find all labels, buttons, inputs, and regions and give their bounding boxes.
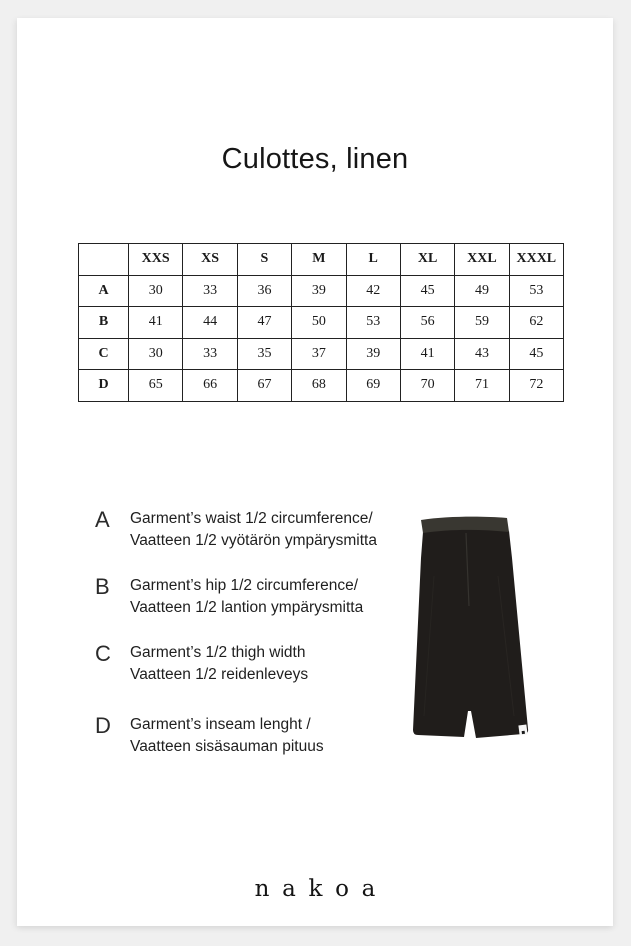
measure-value-cell: 42: [346, 275, 400, 307]
measure-row-label: B: [79, 307, 129, 339]
measure-value-cell: 53: [346, 307, 400, 339]
size-table-header-row: [79, 244, 564, 276]
legend-line-en: Garment’s waist 1/2 circumference/: [130, 510, 373, 527]
measure-value-cell: 56: [400, 307, 454, 339]
legend-key-letter: D: [95, 713, 111, 738]
brand-logo: nakoa: [254, 876, 388, 902]
size-column-header: L: [346, 244, 400, 276]
measure-row-label: C: [79, 338, 129, 370]
measure-value-cell: 33: [183, 338, 237, 370]
size-column-header: XL: [400, 244, 454, 276]
measure-value-cell: 68: [292, 370, 346, 402]
product-title: Culottes, linen: [221, 143, 409, 175]
legend-line-en: Garment’s inseam lenght /: [130, 716, 311, 733]
measure-value-cell: 30: [129, 338, 183, 370]
measure-value-cell: 47: [237, 307, 291, 339]
measure-value-cell: 70: [400, 370, 454, 402]
size-column-header: S: [237, 244, 291, 276]
size-table-corner-cell: [79, 244, 129, 276]
measure-value-cell: 39: [346, 338, 400, 370]
legend-item: [95, 642, 308, 685]
legend-description: [130, 575, 363, 618]
size-table-row: [79, 275, 564, 307]
measure-value-cell: 49: [455, 275, 509, 307]
measure-value-cell: 45: [400, 275, 454, 307]
measure-value-cell: 44: [183, 307, 237, 339]
measure-value-cell: 41: [129, 307, 183, 339]
measure-value-cell: 30: [129, 275, 183, 307]
measure-value-cell: 66: [183, 370, 237, 402]
size-column-header: XS: [183, 244, 237, 276]
size-column-header: M: [292, 244, 346, 276]
hem-tag: [518, 725, 527, 736]
measure-row-label: D: [79, 370, 129, 402]
size-column-header: XXL: [455, 244, 509, 276]
measure-value-cell: 53: [509, 275, 563, 307]
measure-value-cell: 65: [129, 370, 183, 402]
measure-value-cell: 39: [292, 275, 346, 307]
legend-item: [95, 714, 324, 757]
measure-value-cell: 45: [509, 338, 563, 370]
measure-value-cell: 69: [346, 370, 400, 402]
measure-value-cell: 37: [292, 338, 346, 370]
measure-value-cell: 36: [237, 275, 291, 307]
measure-value-cell: 72: [509, 370, 563, 402]
measure-value-cell: 50: [292, 307, 346, 339]
legend-key-letter: B: [95, 574, 110, 599]
legend-key-letter: A: [95, 507, 110, 532]
size-column-header: XXXL: [509, 244, 563, 276]
legend-line-fi: Vaatteen 1/2 lantion ympärysmitta: [130, 598, 364, 616]
legend-line-en: Garment’s 1/2 thigh width: [130, 644, 306, 661]
size-column-header: XXS: [129, 244, 183, 276]
size-table-row: [79, 338, 564, 370]
measure-row-label: A: [79, 275, 129, 307]
size-guide-card: [17, 18, 613, 926]
product-photo-culottes: [410, 514, 530, 742]
legend-key-letter: C: [95, 641, 111, 666]
measure-value-cell: 43: [455, 338, 509, 370]
size-table-body: [79, 275, 564, 401]
measure-value-cell: 62: [509, 307, 563, 339]
legend-item: [95, 575, 363, 618]
measure-value-cell: 33: [183, 275, 237, 307]
size-table: [78, 243, 564, 402]
measure-value-cell: 59: [455, 307, 509, 339]
legend-line-fi: Vaatteen 1/2 vyötärön ympärysmitta: [130, 531, 377, 549]
legend-line-fi: Vaatteen sisäsauman pituus: [130, 737, 324, 755]
culottes-illustration: [410, 514, 530, 742]
legend-line-fi: Vaatteen 1/2 reidenleveys: [130, 665, 309, 683]
measure-value-cell: 35: [237, 338, 291, 370]
legend-item: [95, 508, 377, 551]
legend-description: [130, 714, 324, 757]
size-table-row: [79, 307, 564, 339]
measure-value-cell: 71: [455, 370, 509, 402]
measure-value-cell: 67: [237, 370, 291, 402]
legend-description: [130, 642, 308, 685]
measure-value-cell: 41: [400, 338, 454, 370]
legend-description: [130, 508, 377, 551]
size-table-row: [79, 370, 564, 402]
legend-line-en: Garment’s hip 1/2 circumference/: [130, 577, 359, 594]
